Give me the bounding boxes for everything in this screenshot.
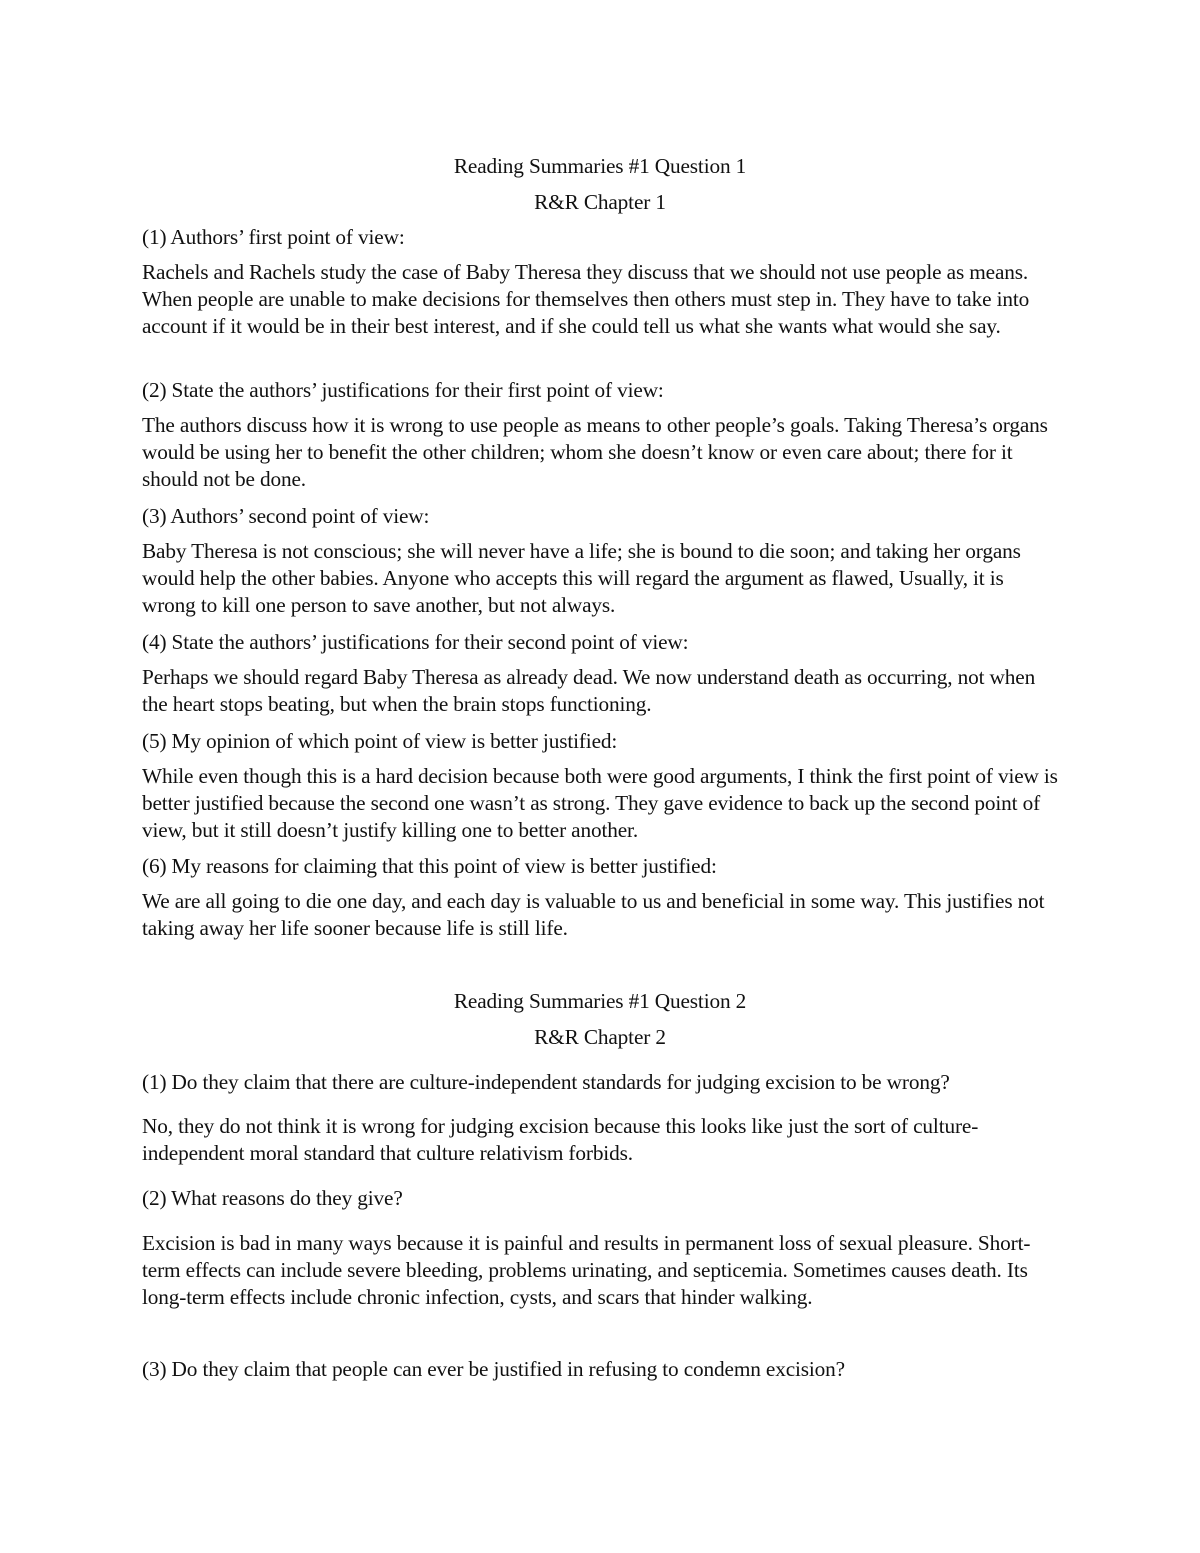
section2-answer-1: No, they do not think it is wrong for judging excision because this looks like just the sort of culture-independent moral standard that culture relativism forbids. [142, 1114, 979, 1166]
section1-title: Reading Summaries #1 Question 1 [453, 154, 747, 178]
section2-question-3: (3) Do they claim that people can ever be justified in refusing to condemn excision? [142, 1357, 845, 1381]
section1-answer-4: Perhaps we should regard Baby Theresa as already dead. We now understand death as occurring, not when the heart stops beating, but when the brain stops functioning. [142, 665, 1036, 717]
section1-question-6: (6) My reasons for claiming that this point of view is better justified: [142, 854, 717, 878]
section1-question-2: (2) State the authors’ justifications for their first point of view: [142, 378, 664, 402]
section1-answer-3: Baby Theresa is not conscious; she will never have a life; she is bound to die soon; and taking her organs would help the other babies. Anyone who accepts this will regard the argument as flawed, Usually, it is wrong to kill one person to save another, but not always. [142, 539, 1021, 618]
section2-question-1: (1) Do they claim that there are culture-independent standards for judging excision to be wrong? [142, 1070, 950, 1094]
section1-answer-1: Rachels and Rachels study the case of Baby Theresa they discuss that we should not use people as means. When people are unable to make decisions for themselves then others must step in. They have to take into account if it would be in their best interest, and if she could tell us what she wants what would she say. [142, 260, 1030, 339]
section1-answer-6: We are all going to die one day, and each day is valuable to us and beneficial in some way. This justifies not taking away her life sooner because life is still life. [142, 889, 1045, 941]
section1-answer-5: While even though this is a hard decision because both were good arguments, I think the first point of view is better justified because the second one wasn’t as strong. They gave evidence to back up the second point of view, but it still doesn’t justify killing one to better another. [142, 764, 1058, 843]
section1-chapter: R&R Chapter 1 [534, 190, 666, 214]
section2-title: Reading Summaries #1 Question 2 [453, 989, 747, 1013]
section2-question-2: (2) What reasons do they give? [142, 1186, 403, 1210]
section2-chapter: R&R Chapter 2 [534, 1025, 666, 1049]
section1-question-1: (1) Authors’ first point of view: [142, 225, 405, 249]
section1-question-4: (4) State the authors’ justifications for their second point of view: [142, 630, 689, 654]
section2-answer-2: Excision is bad in many ways because it is painful and results in permanent loss of sexual pleasure. Short-term effects can include severe bleeding, problems urinating, and septicemia. Sometimes causes death. Its long-term effects include chronic infection, cysts, and scars that hinder walking. [142, 1231, 1031, 1310]
section1-question-3: (3) Authors’ second point of view: [142, 504, 430, 528]
section1-answer-2: The authors discuss how it is wrong to use people as means to other people’s goals. Taking Theresa’s organs would be using her to benefit the other children; whom she doesn’t know or even care about; there for it should not be done. [142, 413, 1048, 492]
section1-question-5: (5) My opinion of which point of view is better justified: [142, 729, 618, 753]
